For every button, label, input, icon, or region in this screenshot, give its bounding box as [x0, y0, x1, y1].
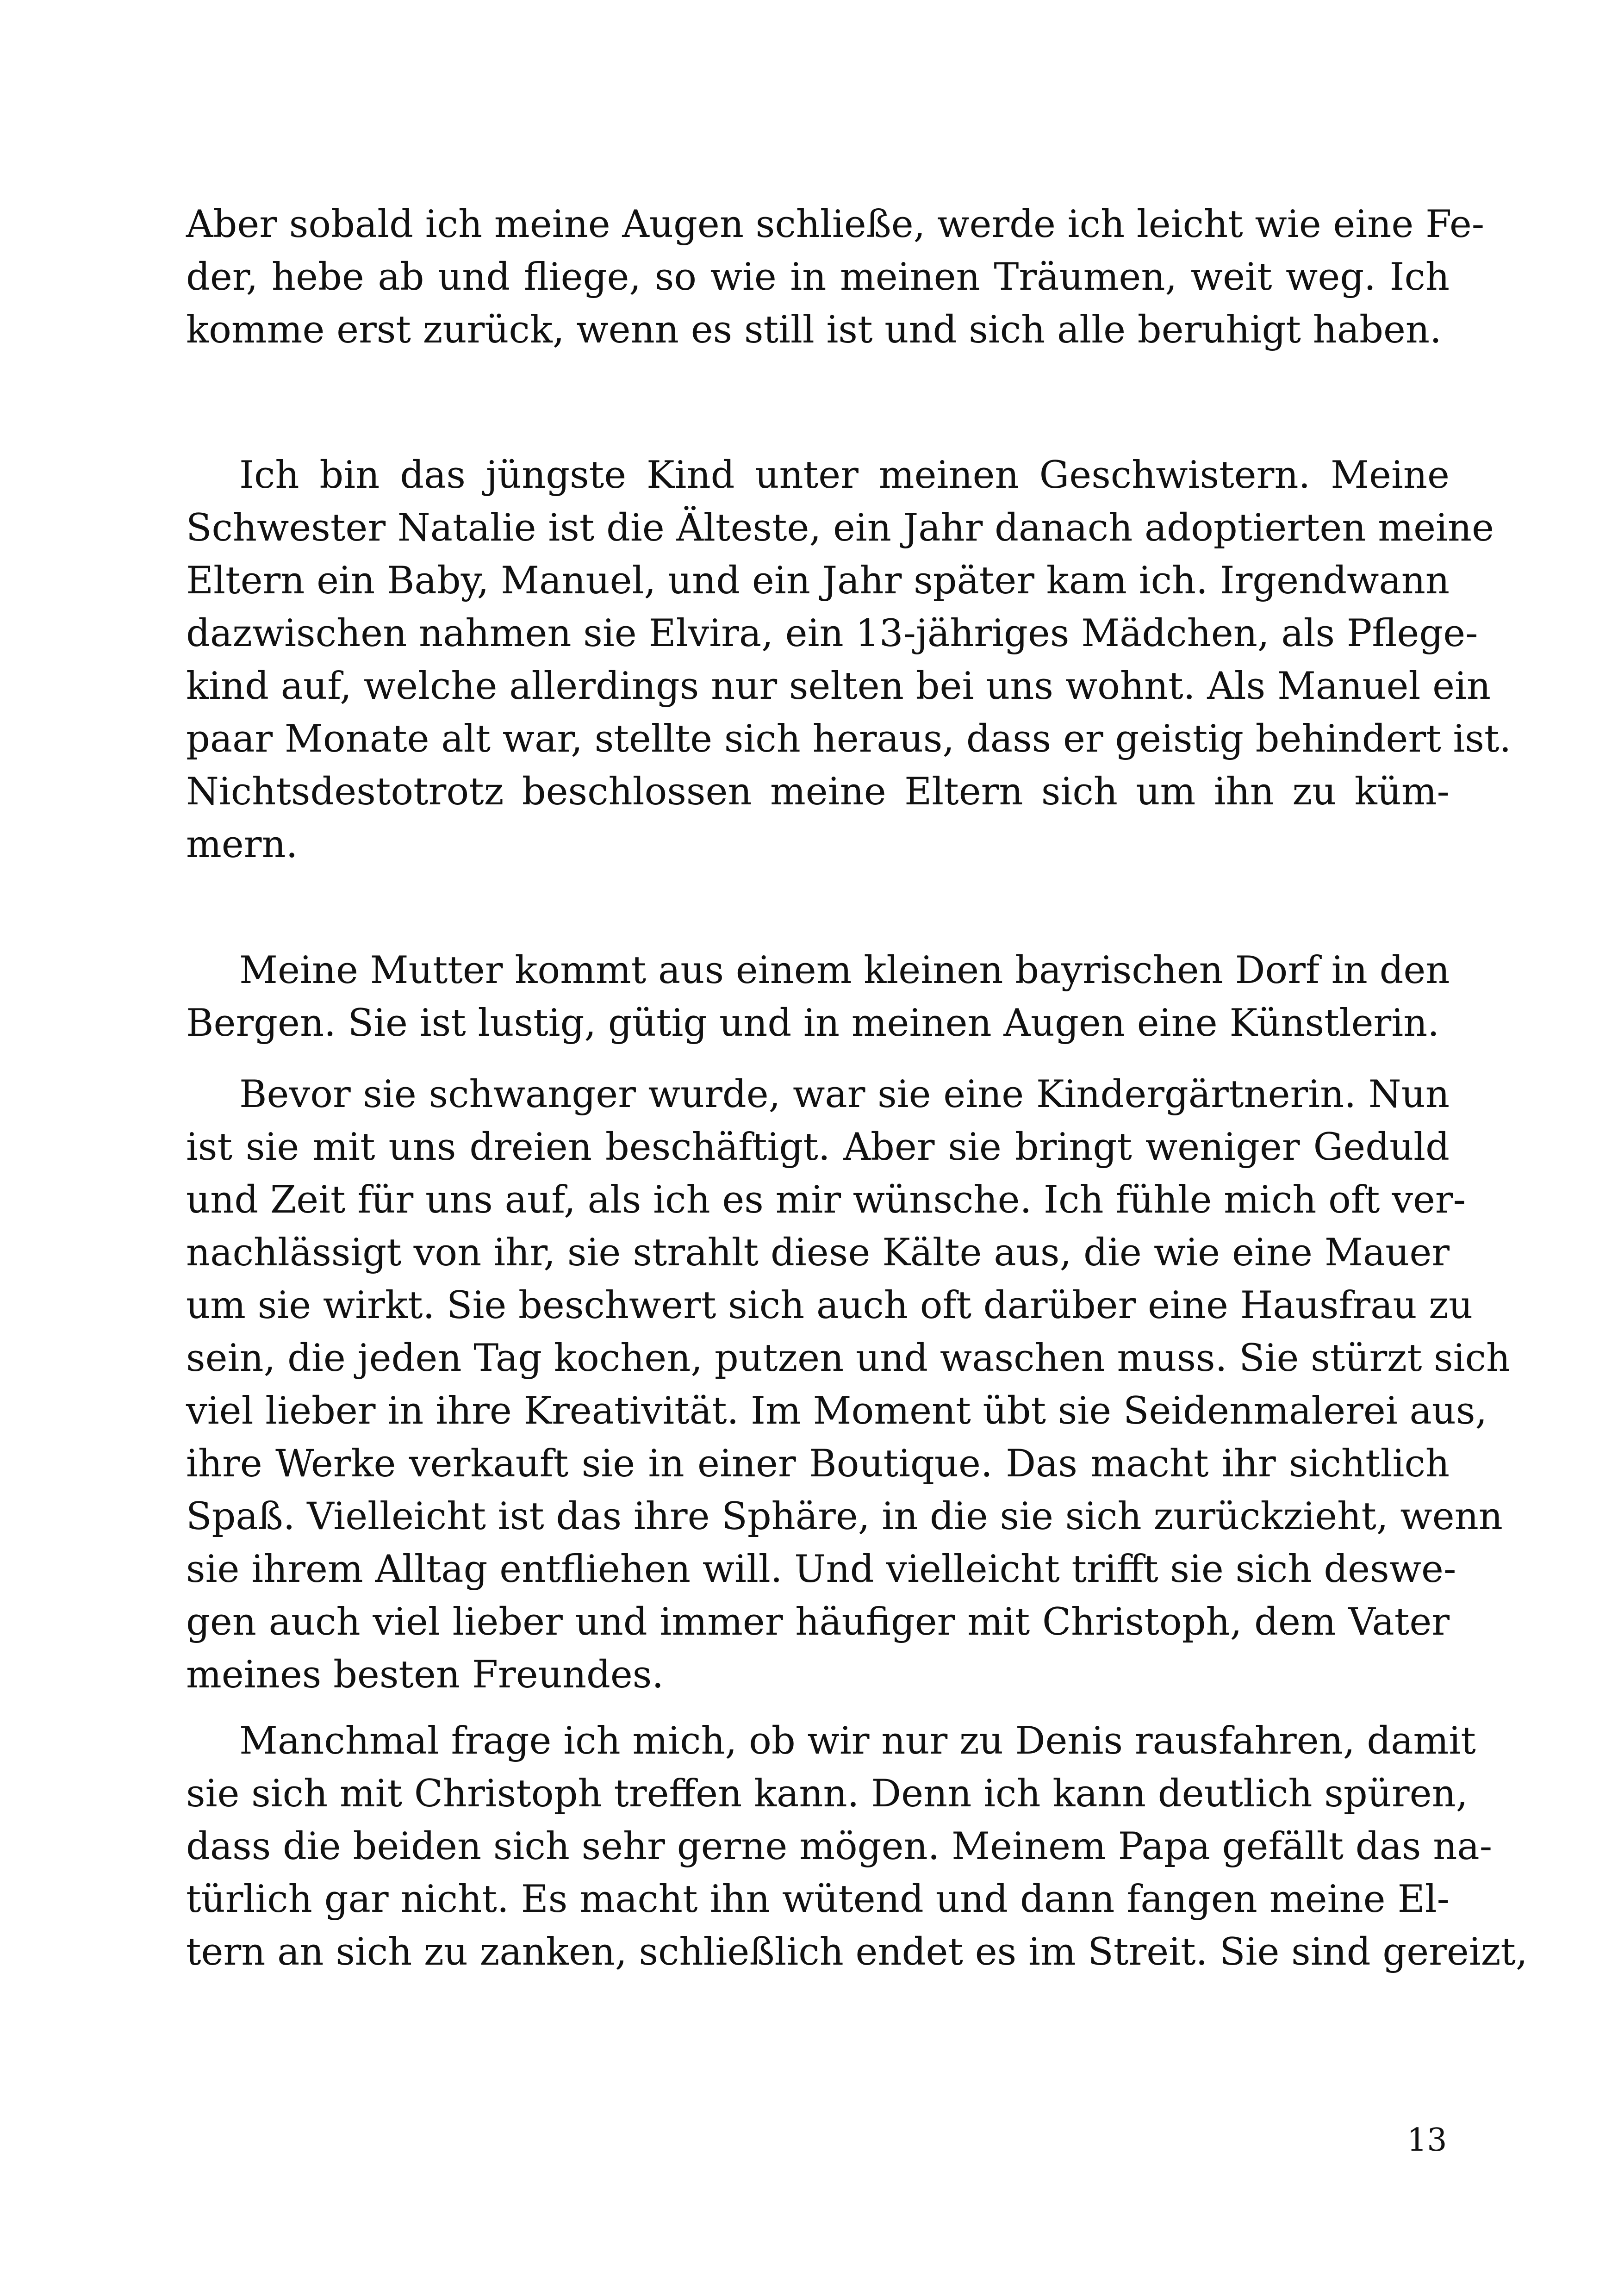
paragraph-4 [186, 1068, 1511, 1701]
text-line: Bergen. Sie ist lustig, gütig und in meinen Augen eine Künstlerin. [186, 1002, 1440, 1045]
text-line: Meine Mutter kommt aus einem kleinen bayrischen Dorf in den [239, 949, 1450, 992]
paragraph-1 [186, 198, 1485, 356]
text-line: paar Monate alt war, stellte sich heraus, dass er geistig behindert ist. [186, 717, 1512, 761]
text-line: Nichtsdestotrotz beschlossen meine Eltern sich um ihn zu küm- [186, 770, 1450, 814]
paragraph-3 [186, 944, 1450, 1050]
text-line: gen auch viel lieber und immer häufiger mit Christoph, dem Vater [186, 1600, 1450, 1644]
text-line: Schwester Natalie ist die Älteste, ein Jahr danach adoptierten meine [186, 506, 1494, 550]
text-line: mern. [186, 823, 298, 866]
text-line: und Zeit für uns auf, als ich es mir wünsche. Ich fühle mich oft ver- [186, 1178, 1466, 1222]
text-line: dass die beiden sich sehr gerne mögen. Meinem Papa gefällt das na- [186, 1825, 1493, 1868]
text-line: tern an sich zu zanken, schließlich endet es im Streit. Sie sind gereizt, [186, 1930, 1528, 1974]
text-line: Manchmal frage ich mich, ob wir nur zu Denis rausfahren, damit [239, 1719, 1476, 1763]
text-line: türlich gar nicht. Es macht ihn wütend und dann fangen meine El- [186, 1878, 1450, 1921]
paragraph-2 [186, 449, 1512, 871]
text-line: Ich bin das jüngste Kind unter meinen Geschwistern. Meine [239, 454, 1450, 497]
text-line: kind auf, welche allerdings nur selten bei uns wohnt. Als Manuel ein [186, 665, 1491, 708]
text-line: nachlässigt von ihr, sie strahlt diese Kälte aus, die wie eine Mauer [186, 1231, 1450, 1275]
paragraph-5 [186, 1715, 1528, 1979]
text-line: ihre Werke verkauft sie in einer Boutique. Das macht ihr sichtlich [186, 1442, 1450, 1486]
page-number: 13 [1407, 2122, 1447, 2159]
text-line: Eltern ein Baby, Manuel, und ein Jahr später kam ich. Irgendwann [186, 559, 1450, 603]
text-line: sie ihrem Alltag entfliehen will. Und vielleicht trifft sie sich deswe- [186, 1548, 1456, 1591]
text-line: Aber sobald ich meine Augen schließe, werde ich leicht wie eine Fe- [186, 203, 1485, 246]
text-line: komme erst zurück, wenn es still ist und sich alle beruhigt haben. [186, 308, 1442, 352]
text-line: viel lieber in ihre Kreativität. Im Moment übt sie Seidenmalerei aus, [186, 1389, 1487, 1433]
text-line: sein, die jeden Tag kochen, putzen und waschen muss. Sie stürzt sich [186, 1337, 1511, 1380]
text-line: ist sie mit uns dreien beschäftigt. Aber sie bringt weniger Geduld [186, 1126, 1450, 1169]
text-line: meines besten Freundes. [186, 1653, 664, 1697]
text-line: sie sich mit Christoph treffen kann. Denn ich kann deutlich spüren, [186, 1772, 1468, 1816]
text-line: der, hebe ab und fliege, so wie in meinen Träumen, weit weg. Ich [186, 255, 1450, 299]
text-line: um sie wirkt. Sie beschwert sich auch oft darüber eine Hausfrau zu [186, 1284, 1473, 1327]
text-line: dazwischen nahmen sie Elvira, ein 13-jähriges Mädchen, als Pflege- [186, 612, 1478, 655]
text-line: Bevor sie schwanger wurde, war sie eine Kindergärtnerin. Nun [239, 1073, 1450, 1116]
text-line: Spaß. Vielleicht ist das ihre Sphäre, in die sie sich zurückzieht, wenn [186, 1495, 1503, 1538]
